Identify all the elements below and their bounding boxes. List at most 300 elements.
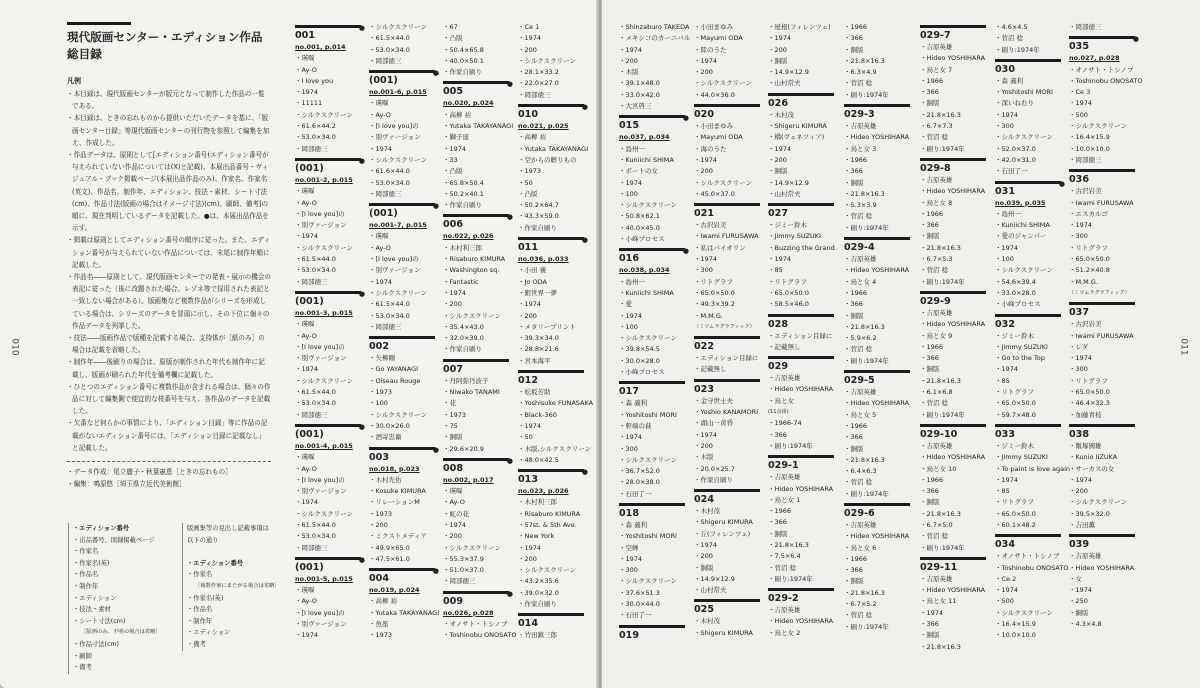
entry-field: ・100 (995, 255, 1014, 264)
entry-field: ・366 (844, 300, 863, 309)
catalog-column-8 (844, 22, 912, 633)
entry-field: ・石田了一 (995, 167, 1028, 176)
entry-field: ・Ay-O (295, 331, 317, 340)
entry-header (443, 214, 511, 231)
entry-field: ・1974 (1069, 221, 1093, 230)
entry-field: ・30.0×26.0 (369, 421, 410, 430)
edition-number: 020 (694, 109, 715, 121)
entry-field: ・別ヴァージョン (295, 221, 347, 230)
page-number-left: 010 (9, 338, 20, 356)
edition-number: 006 (443, 219, 464, 231)
entry-field: ・銅版 (844, 45, 864, 54)
entry-field: ・65.0×50.0 (995, 399, 1036, 408)
entry-field: ・65.8×50.4 (443, 178, 484, 187)
entry-field: ・鳥と女 1 (768, 495, 801, 504)
entry-field: ・シルクスクリーン (995, 133, 1054, 142)
entry-field: ・366 (768, 430, 787, 439)
entry-field: ・刷り:1974年 (920, 277, 965, 286)
exhibit-reference: no.027, p.028 (1069, 54, 1120, 63)
entry-field: ・シルクスクリーン (619, 455, 678, 464)
entry-rule (619, 381, 685, 384)
legend-item: ・作家名 (73, 548, 99, 556)
entry-field: ・リトグラフ (768, 277, 807, 286)
entry-field: ・200 (443, 300, 462, 309)
entry-rule (768, 588, 834, 591)
credit-line: ・データ作成：尾立麗子・秋葉憲恵［ときの忘れもの］ (67, 468, 232, 477)
entry-field: ・54.6×39.4 (995, 277, 1036, 286)
entry-field: ・1974 (1069, 586, 1093, 595)
edition-number: 037 (1069, 307, 1090, 319)
note-paragraph: ・本目録は、現代版画センターが版元となって制作した作品の一覧である。 (67, 90, 265, 111)
entry-field: ・48.0×42.5 (518, 455, 559, 464)
entry-field: ・別ヴァージョン (369, 133, 421, 142)
entry-field: ・木版,シルクスクリーン (518, 444, 592, 453)
entry-field: ・岡部徳三 (295, 277, 328, 286)
entry-field: ・空からの贈りもの (518, 155, 577, 164)
entry-field: ・竹田鎮三郎 (518, 631, 557, 640)
entry-field: ・Hideo YOSHIHARA (920, 187, 986, 196)
entry-field: ・85 (995, 487, 1010, 496)
catalog-column-7 (768, 22, 836, 639)
edition-number: 029-2 (768, 593, 799, 605)
entry-field: ・鳥と女 7 (920, 65, 953, 74)
entry-field: ・4.3×4.8 (1069, 620, 1102, 629)
entry-field: ・Hideo YOSHIHARA (844, 532, 910, 541)
entry-field: ・メキシコのカーニバル (619, 34, 691, 43)
entry-field: ・1974 (619, 554, 643, 563)
entry-field: ・銅版 (768, 56, 788, 65)
entry-field: ・33.0×42.0 (619, 90, 660, 99)
entry-field: ・Hideo YOSHIHARA (768, 484, 834, 493)
entry-field: ・エスカルゴ (1069, 209, 1108, 218)
entry-field: ・51.0×37.0 (443, 566, 484, 575)
entry-field: ・瑛嘔 (295, 586, 315, 595)
entry-field: ・飯塚國雄 (1069, 441, 1102, 450)
entry-field: ・Yutaka TAKAYANAGI (369, 608, 440, 617)
edition-number: 029-10 (920, 428, 958, 440)
entry-field: ・300 (694, 266, 713, 275)
entry-field: ・Hideo YOSHIHARA (768, 385, 834, 394)
entry-field: ・Kuniichi SHIMA (619, 288, 674, 297)
entry-field: ・30.0×44.0 (619, 600, 660, 609)
exhibited-marker-icon: ● (581, 468, 588, 477)
edition-number: 018 (619, 507, 640, 519)
entry-header (844, 237, 912, 254)
legend-column-entry (68, 523, 185, 674)
entry-field: ・シルクスクリーン (369, 288, 428, 297)
entry-field: ・記載無し (768, 342, 801, 351)
entry-header (443, 359, 511, 376)
entry-field: ・銅版 (920, 498, 940, 507)
entry-field: ・私はバイオリン (694, 243, 746, 252)
legend-item: ・作品名 (73, 571, 99, 579)
edition-number: 029-5 (844, 375, 875, 387)
entry-field: ・吉原英雄 (844, 520, 877, 529)
entry-field: ・21.8×16.3 (844, 189, 885, 198)
entry-rule (1069, 424, 1135, 427)
entry-field: ・花 (443, 399, 456, 408)
entry-field: ・別ヴァージョン (295, 487, 347, 496)
entry-field: ・1974 (995, 586, 1019, 595)
entry-field: ・岡部徳三 (443, 577, 476, 586)
entry-field: ・吉原英雄 (920, 308, 953, 317)
entry-field: ・Yoshitoshi MORI (619, 410, 677, 419)
exhibit-reference: no.001-3, p.015 (295, 308, 353, 317)
edition-number: 028 (768, 318, 789, 330)
entry-field: ・島州一 (619, 144, 645, 153)
exhibit-reference: no.020, p.024 (443, 99, 494, 108)
note-paragraph: ・制作年――後刷りの場合は、原版が制作された年代も制作年に記載し、版画が刷られた年代を備考欄に記載した。 (67, 358, 265, 379)
edition-number: 021 (694, 208, 715, 220)
legend-item: 版画集等の見出し記載事項は (187, 525, 269, 532)
entry-rule (694, 203, 760, 206)
entry-rule (518, 104, 584, 107)
legend-item: ・エディション (187, 629, 231, 637)
entry-field: ・鳥と女 4 (844, 277, 877, 286)
edition-number: 013 (518, 474, 539, 486)
entry-field: ・Jo ODA (518, 277, 547, 286)
entry-field: ・刷り:1974年 (995, 45, 1040, 54)
entry-field: ・記載無し (694, 365, 727, 374)
entry-header (844, 370, 912, 387)
entry-field: ・瑛嘔 (369, 99, 389, 108)
entry-field: ・49.3×39.2 (694, 300, 735, 309)
entry-field: ・シルクスクリーン (295, 243, 354, 252)
entry-field: ・ジミー鈴木 (995, 331, 1034, 340)
entry-header (619, 381, 687, 398)
entry-field: ・Yoshitoshi MORI (995, 88, 1053, 97)
entry-rule (518, 237, 584, 240)
note-paragraph: ・ひとつのエディション番号に複数作品が含まれる場合は、個々の作品に対して編集側で便宜的な枝番号を与え、各作品のデータを記載した。 (67, 382, 271, 416)
entry-field: ・1974 (295, 631, 319, 640)
entry-field: ・銅版 (443, 433, 463, 442)
entry-field: ・ボートの女 (619, 167, 658, 176)
exhibited-marker-icon: ● (432, 202, 439, 211)
entry-field: ・シルクスクリーン (518, 566, 577, 575)
entry-field: ・43.2×35.6 (518, 577, 559, 586)
entry-field: ・1974 (694, 155, 718, 164)
entry-header (518, 370, 586, 387)
entry-field: ・1974 (619, 178, 643, 187)
entry-field: ・22.0×27.0 (518, 79, 559, 88)
exhibited-marker-icon: ● (358, 555, 365, 564)
entry-field: ・シルクスクリーン (694, 79, 753, 88)
entry-field: ・16.4×15.9 (1069, 133, 1110, 142)
entry-field: ・32.0×39.0 (443, 334, 484, 343)
entry-field: ・シルクスクリーン (995, 608, 1054, 617)
entry-field: ・橋(ヴェネツィア) (768, 133, 825, 142)
exhibited-marker-icon: ● (1058, 179, 1065, 188)
entry-field: ・愛 (619, 300, 632, 309)
edition-number: 029-11 (920, 561, 958, 573)
entry-field: ・鳥と女 8 (920, 198, 953, 207)
entry-header (844, 104, 912, 121)
entry-field: ・366 (920, 487, 939, 496)
entry-field: ・別ヴァージョン (295, 354, 347, 363)
entry-field: ・作家自刷り (518, 600, 557, 609)
entry-field: ・Ay-O (295, 198, 317, 207)
entry-rule (518, 370, 584, 373)
entry-field: ・Jimmy SUZUKI (768, 232, 821, 241)
entry-field: ・Shigeru KIMURA (768, 122, 827, 131)
entry-field: ・1974 (369, 277, 393, 286)
entry-field: ・Hideo YOSHIHARA (844, 133, 910, 142)
entry-field: ・丹阿弥丹波子 (443, 376, 489, 385)
entry-field: ・52.0×37.0 (995, 144, 1036, 153)
entry-field: ・14.9×12.9 (694, 574, 735, 583)
entry-field: ・陸のうた (694, 45, 727, 54)
entry-field: ・366 (844, 566, 863, 575)
entry-field: ・木村茂 (694, 617, 720, 626)
entry-field: ・銅版 (920, 99, 940, 108)
note-paragraph: ・掲載は原則としてエディション番号の順序に従った。また、エディション番号が与えられていない作品については、末尾に制作年順に記載した。 (67, 236, 271, 269)
entry-field: ・1974 (443, 520, 467, 529)
entry-field: ・リトグラフ (694, 277, 733, 286)
entry-field: ・1974 (619, 433, 643, 442)
entry-field: ・1974 (619, 45, 643, 54)
entry-rule (619, 625, 685, 628)
legend-item: 以下の通り (187, 536, 219, 544)
entry-field: ・366 (920, 620, 939, 629)
entry-rule (295, 557, 361, 560)
legend-item: ・作品寸法(cm) (73, 640, 119, 648)
entry-rule (369, 203, 435, 206)
credits-divider (67, 461, 271, 462)
catalog-column-9 (920, 22, 988, 653)
entry-field: ・小峰プロセス (619, 368, 665, 377)
entry-field: ・木村茂 (694, 507, 720, 516)
legend-item: ［複数作家にまたがる場合は省略］ (195, 582, 280, 589)
exhibit-reference: no.001-2, p.015 (295, 175, 353, 184)
entry-field: ・Buzzing the Grand (768, 243, 835, 252)
entry-field: ・21.8×16.3 (920, 509, 961, 518)
entry-field: ・大宮啓三 (619, 102, 652, 111)
entry-field: ・300 (1069, 365, 1088, 374)
entry-field: ・高柳 裕 (518, 133, 547, 142)
catalog-column-6 (694, 22, 762, 639)
entry-field: ・53.0×34.0 (369, 45, 410, 54)
entry-field: ・Ay-O (295, 65, 317, 74)
entry-field: ・250 (1069, 597, 1088, 606)
entry-header (518, 104, 586, 121)
entry-header (995, 181, 1063, 198)
entry-field: ・1974 (768, 255, 792, 264)
entry-field: ・吉原英雄 (920, 441, 953, 450)
exhibited-marker-icon: ● (506, 456, 513, 465)
entry-field: ・20.0×25.7 (694, 464, 735, 473)
edition-number: 007 (443, 363, 464, 375)
entry-field: ・46.4×32.3 (1069, 399, 1110, 408)
entry-field: ・リトグラフ (1069, 243, 1108, 252)
entry-field: ・[I love you]の (295, 608, 345, 617)
entry-field: ・1974 (694, 56, 718, 65)
note-paragraph: ・本目録は、ときの忘れものから提供いただいたデータを基に、「版画センター目録」等現代版画センターの刊行物を参照して編集を加え、作成した。 (67, 114, 270, 147)
entry-field: ・ジミー鈴木 (768, 221, 807, 230)
entry-field: ・1974 (518, 300, 542, 309)
entry-field: ・500 (1069, 110, 1088, 119)
entry-rule (1069, 302, 1135, 305)
entry-rule (694, 489, 760, 492)
entry-field: ・シルクスクリーン (443, 543, 502, 552)
entry-field: ・金守世士夫 (694, 396, 733, 405)
entry-field: ・366 (844, 167, 863, 176)
exhibited-marker-icon: ● (358, 289, 365, 298)
entry-rule (295, 291, 361, 294)
entry-field: ・300 (995, 122, 1014, 131)
entry-field: ・366 (768, 518, 787, 527)
entry-field: ・366 (920, 88, 939, 97)
entry-rule (694, 379, 760, 382)
entry-field: ・1973 (369, 388, 393, 397)
entry-field: ・21.8×16.3 (920, 110, 961, 119)
legend-item: ・備考 (73, 664, 92, 672)
entry-field: ・岡部徳三 (1069, 155, 1102, 164)
exhibit-reference: no.018, p.023 (369, 464, 420, 473)
entry-field: ・Ay-O (295, 597, 317, 606)
entry-field: ・吉原英雄 (768, 606, 801, 615)
entry-rule (518, 469, 584, 472)
entry-field: ・刷り:1974年 (844, 90, 889, 99)
entry-rule (1069, 36, 1135, 39)
legend-item: ・作品名 (187, 606, 213, 614)
entry-field: ・21.8×16.3 (844, 455, 885, 464)
entry-field: ・21.8×16.3 (844, 322, 885, 331)
entry-header (1069, 169, 1137, 186)
entry-field: ・刷り:1974年 (844, 622, 889, 631)
title-rule (67, 22, 131, 25)
notes-paragraphs (63, 88, 271, 454)
entry-rule (369, 447, 435, 450)
entry-field: ・菅沼 稔 (920, 133, 949, 142)
entry-field: ・Shinzaburo TAKEDA (619, 23, 690, 31)
entry-field: ・[I love you]の (295, 342, 345, 351)
entry-field: ・シルクスクリーン (619, 334, 678, 343)
entry-field: ・岡部徳三 (295, 144, 328, 153)
entry-field: ・小峰プロセス (995, 300, 1041, 309)
entry-field: ・凸版 (443, 167, 463, 176)
entry-field: ・1974 (768, 34, 792, 43)
edition-number: 029-4 (844, 242, 875, 254)
entry-field: ・10.0×10.0 (995, 631, 1036, 640)
entry-field: ・39.5×32.0 (1069, 509, 1110, 518)
entry-field: ・鳥と女 9 (920, 331, 953, 340)
entry-field: ・Yutaka TAKAYANAGI (443, 122, 514, 131)
entry-field: ・刷り:1974年 (920, 144, 965, 153)
entry-header (619, 503, 687, 520)
entry-header (369, 70, 437, 87)
entry-field: ・45.0×37.0 (694, 189, 735, 198)
entry-field: ・Oiseau Rouge (369, 376, 421, 385)
entry-field: ・酒寄忠衛 (369, 433, 402, 442)
entry-header (995, 424, 1063, 441)
entry-field: ・61.6×44.2 (295, 122, 336, 131)
entry-field: ・凸版 (443, 34, 463, 43)
entry-field: ・吉原英雄 (844, 255, 877, 264)
entry-field: ・1974 (1069, 475, 1093, 484)
entry-field: ・吉原英雄 (1069, 552, 1102, 561)
entry-field: ・1974 (295, 498, 319, 507)
entry-field: ・11111 (295, 99, 323, 108)
entry-field: ・木版 (619, 68, 639, 77)
entry-field: ・35.4×43.0 (443, 322, 484, 331)
entry-field: ・1966 (844, 554, 868, 563)
entry-field: ・石田了一 (619, 489, 652, 498)
entry-header (518, 469, 586, 486)
entry-header (995, 534, 1063, 551)
entry-field: ・吉原英雄 (768, 374, 801, 383)
entry-field: ・65.0×50.0 (995, 509, 1036, 518)
entry-field: ・刷り:1974年 (844, 356, 889, 365)
entry-rule (768, 356, 834, 359)
edition-number: 036 (1069, 174, 1090, 186)
entry-rule (369, 336, 435, 339)
entry-field: ・47.5×61.0 (369, 554, 410, 563)
legend-item: ・エディション (73, 594, 117, 602)
entry-field: ・岡部徳三 (295, 543, 328, 552)
entry-field: ・50.4×65.8 (443, 45, 484, 54)
entry-field: ・Ay-O (369, 110, 391, 119)
entry-field: ・作家自刷り (518, 223, 557, 232)
entry-field: ・6.4×6.3 (844, 467, 877, 476)
entry-field: ・Risaburo KIMURA (443, 255, 506, 264)
entry-field: ・39.8×54.5 (619, 345, 660, 354)
entry-field: ・瑛嘔 (295, 453, 315, 462)
entry-field: ・刷り:1974年 (920, 410, 965, 419)
entry-field: ・高柳 裕 (369, 597, 398, 606)
entry-rule (995, 314, 1061, 317)
entry-field: ・銅版 (768, 167, 788, 176)
edition-number: (001) (295, 561, 324, 573)
entry-field: ・1974 (694, 540, 718, 549)
edition-number: 025 (694, 604, 715, 616)
entry-field: ・Shigeru KIMURA (694, 628, 753, 637)
entry-field: ・1974 (295, 365, 319, 374)
entry-field: ・シルクスクリーン (369, 155, 428, 164)
exhibit-reference: no.002, p.017 (443, 475, 494, 484)
entry-field: ・65.0×50.0 (1069, 255, 1110, 264)
entry-field: ・200 (694, 441, 713, 450)
entry-field: ・吉原英雄 (920, 574, 953, 583)
exhibited-marker-icon: ● (358, 24, 365, 32)
entry-field: ・菅沼 稔 (768, 563, 797, 572)
entry-field: ・木村光佑 (369, 475, 402, 484)
entry-field: ・61.5×44.0 (369, 34, 410, 43)
entry-field: ・山村常夫 (768, 79, 801, 88)
exhibited-marker-icon: ● (682, 247, 689, 256)
entry-field: ・1974 (694, 255, 718, 264)
entry-field: ・岡部徳三 (369, 322, 402, 331)
entry-field: ・Hideo YOSHIHARA (1069, 563, 1135, 572)
entry-field: ・200 (518, 311, 537, 320)
entry-header (768, 455, 836, 472)
legend-item: ・シート寸法(cm) (73, 617, 126, 625)
entry-field: ・43.3×59.0 (518, 212, 559, 221)
edition-number: 026 (768, 97, 789, 109)
entry-field: ・59.7×48.0 (995, 410, 1036, 419)
entry-field: ・Iwami FURUSAWA (1069, 198, 1134, 207)
legend-item: ・刷師 (73, 652, 92, 660)
entry-header (369, 336, 437, 353)
page-title (67, 29, 271, 63)
entry-field: ・小峰プロセス (619, 235, 665, 244)
entry-field: ・刷り:1974年 (768, 574, 813, 583)
entry-field: ・山村常夫 (694, 586, 727, 595)
entry-field: ・53.0×34.0 (369, 178, 410, 187)
entry-field: ・1974 (995, 475, 1019, 484)
entry-field: ・Iwami FURUSAWA (1069, 331, 1134, 340)
entry-field: ・リトグラフ (995, 498, 1034, 507)
entry-field: ・瑛嘔 (295, 54, 315, 63)
